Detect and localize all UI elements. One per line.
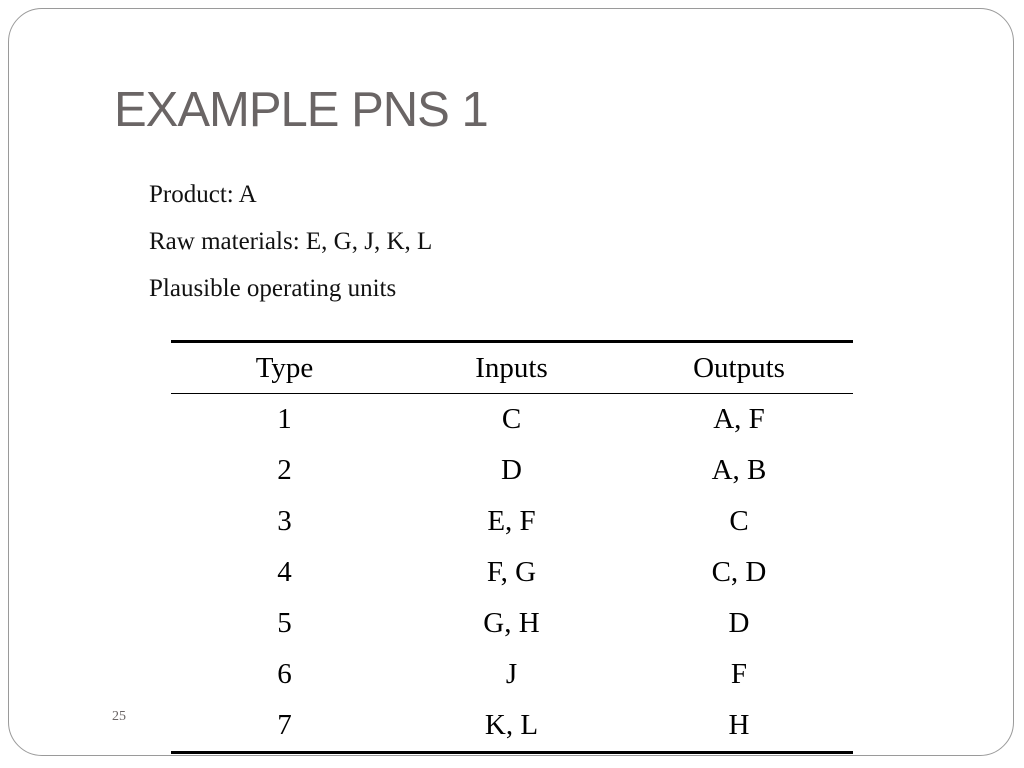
inputs-cell: G, H [483,607,540,639]
slide-title: EXAMPLE PNS 1 [114,83,488,137]
outputs-cell: C [729,505,749,537]
type-cell: 6 [277,658,292,690]
table-row [171,700,853,753]
table-row [171,547,853,598]
table-row [171,394,853,446]
header-outputs: Outputs [625,342,853,394]
slide-body-text [149,171,432,312]
table-header-row [171,342,853,394]
operating-units-line: Plausible operating units [149,275,397,302]
product-line: Product: A [149,181,257,208]
type-cell: 5 [277,607,292,639]
outputs-cell: D [728,607,750,639]
inputs-cell: K, L [484,709,539,741]
table-row [171,598,853,649]
outputs-cell: A, B [711,454,767,486]
inputs-cell: D [501,454,522,486]
type-cell: 7 [277,709,292,741]
outputs-cell: C, D [711,556,767,588]
inputs-cell: F, G [486,556,537,588]
page-number: 25 [112,709,126,724]
outputs-cell: A, F [713,403,765,435]
raw-materials-line: Raw materials: E, G, J, K, L [149,228,433,255]
table-row [171,496,853,547]
type-cell: 4 [277,556,292,588]
operating-units-table [171,340,853,754]
outputs-cell: H [728,709,750,741]
table-row [171,445,853,496]
type-cell: 3 [277,505,292,537]
inputs-cell: C [501,403,522,435]
inputs-cell: J [505,658,518,690]
header-inputs: Inputs [398,342,625,394]
table-row [171,649,853,700]
inputs-cell: E, F [487,505,536,537]
outputs-cell: F [730,658,748,690]
type-cell: 1 [277,403,292,435]
type-cell: 2 [277,454,292,486]
header-type: Type [171,342,398,394]
